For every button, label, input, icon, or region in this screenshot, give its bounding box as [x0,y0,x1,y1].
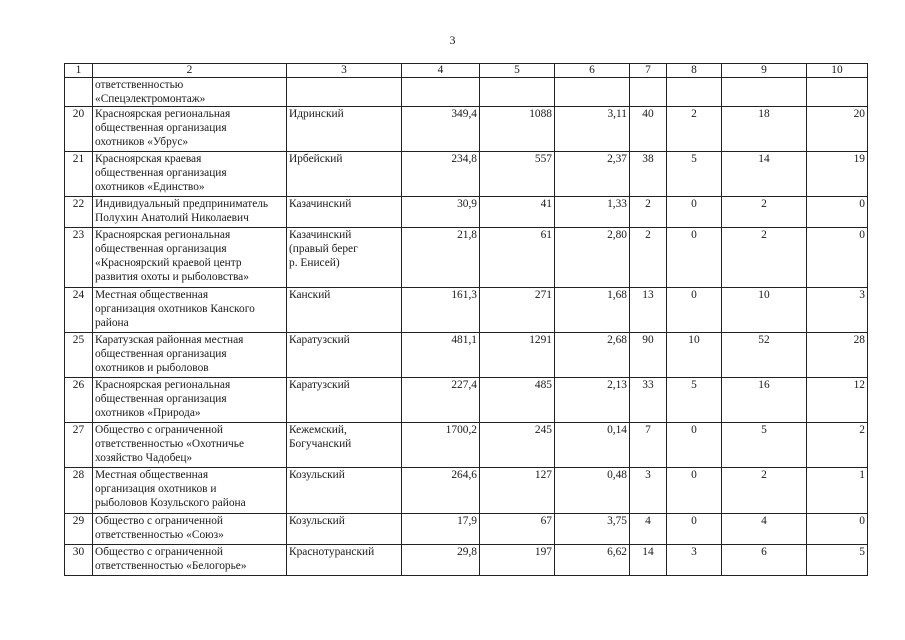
value-cell-c5: 1291 [480,333,555,378]
organization-line: охотников «Убрус» [95,136,189,148]
district-line: р. Енисей) [289,257,340,269]
value-cell-c8: 2 [667,107,722,152]
value-cell-c5: 1088 [480,107,555,152]
district-line: Козульский [289,469,345,481]
table-row [65,152,868,197]
row-number-cell: 20 [65,107,93,152]
organization-line: организация охотников и [95,483,217,495]
header-row [65,64,868,78]
value-cell-c7: 33 [630,378,667,423]
column-header: 8 [667,64,722,78]
row-number-cell: 25 [65,333,93,378]
value-cell-c8 [667,78,722,107]
value-cell-c6: 2,68 [555,333,630,378]
value-cell-c4 [402,78,480,107]
district-line: Канский [289,289,331,301]
district-line: Казачинский [289,229,352,241]
value-cell-c10: 2 [807,423,868,468]
organization-line: Общество с ограниченной [95,546,223,558]
district-line: Казачинский [289,198,352,210]
row-number-cell: 30 [65,545,93,576]
value-cell-c9: 16 [722,378,807,423]
value-cell-c10 [807,78,868,107]
value-cell-c9: 6 [722,545,807,576]
district-cell [287,288,402,333]
organization-cell [93,468,287,514]
column-header: 5 [480,64,555,78]
table-row [65,333,868,378]
district-line: Козульский [289,515,345,527]
value-cell-c6: 3,75 [555,514,630,545]
value-cell-c8: 5 [667,378,722,423]
district-cell [287,152,402,197]
organization-cell [93,228,287,288]
organization-line: «Спецэлектромонтаж» [95,93,206,105]
table-row [65,514,868,545]
value-cell-c6: 1,33 [555,197,630,228]
organization-line: Красноярская региональная [95,108,231,120]
district-line: Каратузский [289,334,350,346]
organization-line: Местная общественная [95,469,209,481]
value-cell-c6: 3,11 [555,107,630,152]
column-header: 1 [65,64,93,78]
value-cell-c4: 227,4 [402,378,480,423]
value-cell-c9: 52 [722,333,807,378]
value-cell-c4: 1700,2 [402,423,480,468]
organization-line: общественная организация [95,348,227,360]
value-cell-c9: 2 [722,468,807,514]
hunting-grounds-table [64,63,868,576]
value-cell-c10: 0 [807,197,868,228]
value-cell-c6: 2,37 [555,152,630,197]
organization-cell [93,545,287,576]
organization-line: Красноярская краевая [95,153,202,165]
district-cell [287,423,402,468]
value-cell-c7: 90 [630,333,667,378]
organization-cell [93,107,287,152]
value-cell-c4: 161,3 [402,288,480,333]
district-line: Краснотуранский [289,546,375,558]
organization-line: Общество с ограниченной [95,424,223,436]
column-header: 10 [807,64,868,78]
value-cell-c6: 1,68 [555,288,630,333]
value-cell-c10: 3 [807,288,868,333]
organization-line: Красноярская региональная [95,229,231,241]
district-cell [287,545,402,576]
value-cell-c8: 0 [667,228,722,288]
organization-cell [93,288,287,333]
value-cell-c4: 349,4 [402,107,480,152]
value-cell-c5: 41 [480,197,555,228]
organization-line: ответственностью [95,79,184,91]
value-cell-c10: 28 [807,333,868,378]
table-row [65,197,868,228]
table-row [65,288,868,333]
table-row [65,228,868,288]
value-cell-c4: 29,8 [402,545,480,576]
value-cell-c10: 0 [807,228,868,288]
organization-line: общественная организация [95,167,227,179]
value-cell-c5: 197 [480,545,555,576]
row-number-cell: 27 [65,423,93,468]
value-cell-c5: 67 [480,514,555,545]
organization-line: ответственностью «Союз» [95,529,224,541]
column-header: 3 [287,64,402,78]
value-cell-c9: 14 [722,152,807,197]
value-cell-c7: 4 [630,514,667,545]
table-row [65,468,868,514]
organization-line: охотников «Единство» [95,181,205,193]
organization-line: ответственностью «Охотничье [95,438,245,450]
value-cell-c9 [722,78,807,107]
value-cell-c9: 4 [722,514,807,545]
column-header: 4 [402,64,480,78]
value-cell-c6: 0,48 [555,468,630,514]
organization-line: района [95,317,129,329]
organization-line: охотников «Природа» [95,407,201,419]
value-cell-c4: 17,9 [402,514,480,545]
row-number-cell: 21 [65,152,93,197]
district-cell [287,333,402,378]
organization-cell [93,514,287,545]
value-cell-c7: 3 [630,468,667,514]
table-row [65,107,868,152]
value-cell-c8: 0 [667,197,722,228]
organization-line: Общество с ограниченной [95,515,223,527]
district-cell [287,514,402,545]
value-cell-c6 [555,78,630,107]
value-cell-c5: 557 [480,152,555,197]
table-row [65,423,868,468]
value-cell-c7: 2 [630,228,667,288]
value-cell-c7: 38 [630,152,667,197]
value-cell-c8: 0 [667,514,722,545]
district-cell [287,78,402,107]
row-number-cell: 24 [65,288,93,333]
organization-line: хозяйство Чадобец» [95,452,193,464]
value-cell-c5: 271 [480,288,555,333]
page-number: 3 [449,33,456,47]
organization-line: общественная организация [95,393,227,405]
value-cell-c10: 1 [807,468,868,514]
value-cell-c9: 18 [722,107,807,152]
value-cell-c4: 481,1 [402,333,480,378]
value-cell-c5: 127 [480,468,555,514]
organization-line: «Красноярский краевой центр [95,257,242,269]
value-cell-c7: 13 [630,288,667,333]
organization-line: ответственностью «Белогорье» [95,560,247,572]
organization-cell [93,152,287,197]
column-header: 7 [630,64,667,78]
organization-line: Полухин Анатолий Николаевич [95,212,249,224]
value-cell-c5: 485 [480,378,555,423]
value-cell-c4: 234,8 [402,152,480,197]
value-cell-c10: 19 [807,152,868,197]
value-cell-c7: 40 [630,107,667,152]
organization-cell [93,197,287,228]
column-header: 6 [555,64,630,78]
organization-cell [93,333,287,378]
value-cell-c8: 3 [667,545,722,576]
organization-line: общественная организация [95,122,227,134]
column-header: 2 [93,64,287,78]
organization-line: развития охоты и рыболовства» [95,271,249,283]
value-cell-c9: 2 [722,197,807,228]
organization-line: организация охотников Канского [95,303,255,315]
column-header: 9 [722,64,807,78]
value-cell-c10: 12 [807,378,868,423]
row-number-cell: 29 [65,514,93,545]
row-number-cell: 28 [65,468,93,514]
value-cell-c10: 5 [807,545,868,576]
district-line: Кежемский, [289,424,347,436]
value-cell-c4: 264,6 [402,468,480,514]
organization-cell [93,423,287,468]
value-cell-c5 [480,78,555,107]
value-cell-c8: 0 [667,423,722,468]
value-cell-c8: 0 [667,468,722,514]
value-cell-c8: 10 [667,333,722,378]
organization-cell [93,378,287,423]
value-cell-c7 [630,78,667,107]
district-cell [287,107,402,152]
value-cell-c10: 20 [807,107,868,152]
value-cell-c9: 5 [722,423,807,468]
value-cell-c8: 0 [667,288,722,333]
value-cell-c9: 10 [722,288,807,333]
value-cell-c6: 6,62 [555,545,630,576]
district-cell [287,378,402,423]
organization-line: общественная организация [95,243,227,255]
organization-cell [93,78,287,107]
value-cell-c10: 0 [807,514,868,545]
value-cell-c6: 2,80 [555,228,630,288]
value-cell-c7: 14 [630,545,667,576]
value-cell-c4: 21,8 [402,228,480,288]
value-cell-c6: 2,13 [555,378,630,423]
district-line: (правый берег [289,243,358,255]
value-cell-c4: 30,9 [402,197,480,228]
value-cell-c5: 245 [480,423,555,468]
district-line: Ирбейский [289,153,343,165]
organization-line: Местная общественная [95,289,209,301]
row-number-cell: 22 [65,197,93,228]
value-cell-c6: 0,14 [555,423,630,468]
organization-line: Красноярская региональная [95,379,231,391]
district-cell [287,228,402,288]
organization-line: охотников и рыболовов [95,362,209,374]
district-line: Богучанский [289,438,352,450]
table-row [65,545,868,576]
district-cell [287,197,402,228]
organization-line: рыболовов Козульского района [95,497,246,509]
organization-line: Индивидуальный предприниматель [95,198,269,210]
row-number-cell: 23 [65,228,93,288]
district-cell [287,468,402,514]
value-cell-c7: 2 [630,197,667,228]
row-number-cell [65,78,93,107]
district-line: Каратузский [289,379,350,391]
value-cell-c9: 2 [722,228,807,288]
row-number-cell: 26 [65,378,93,423]
value-cell-c5: 61 [480,228,555,288]
table-row [65,378,868,423]
value-cell-c8: 5 [667,152,722,197]
organization-line: Каратузская районная местная [95,334,244,346]
table-row [65,78,868,107]
district-line: Идринский [289,108,344,120]
value-cell-c7: 7 [630,423,667,468]
